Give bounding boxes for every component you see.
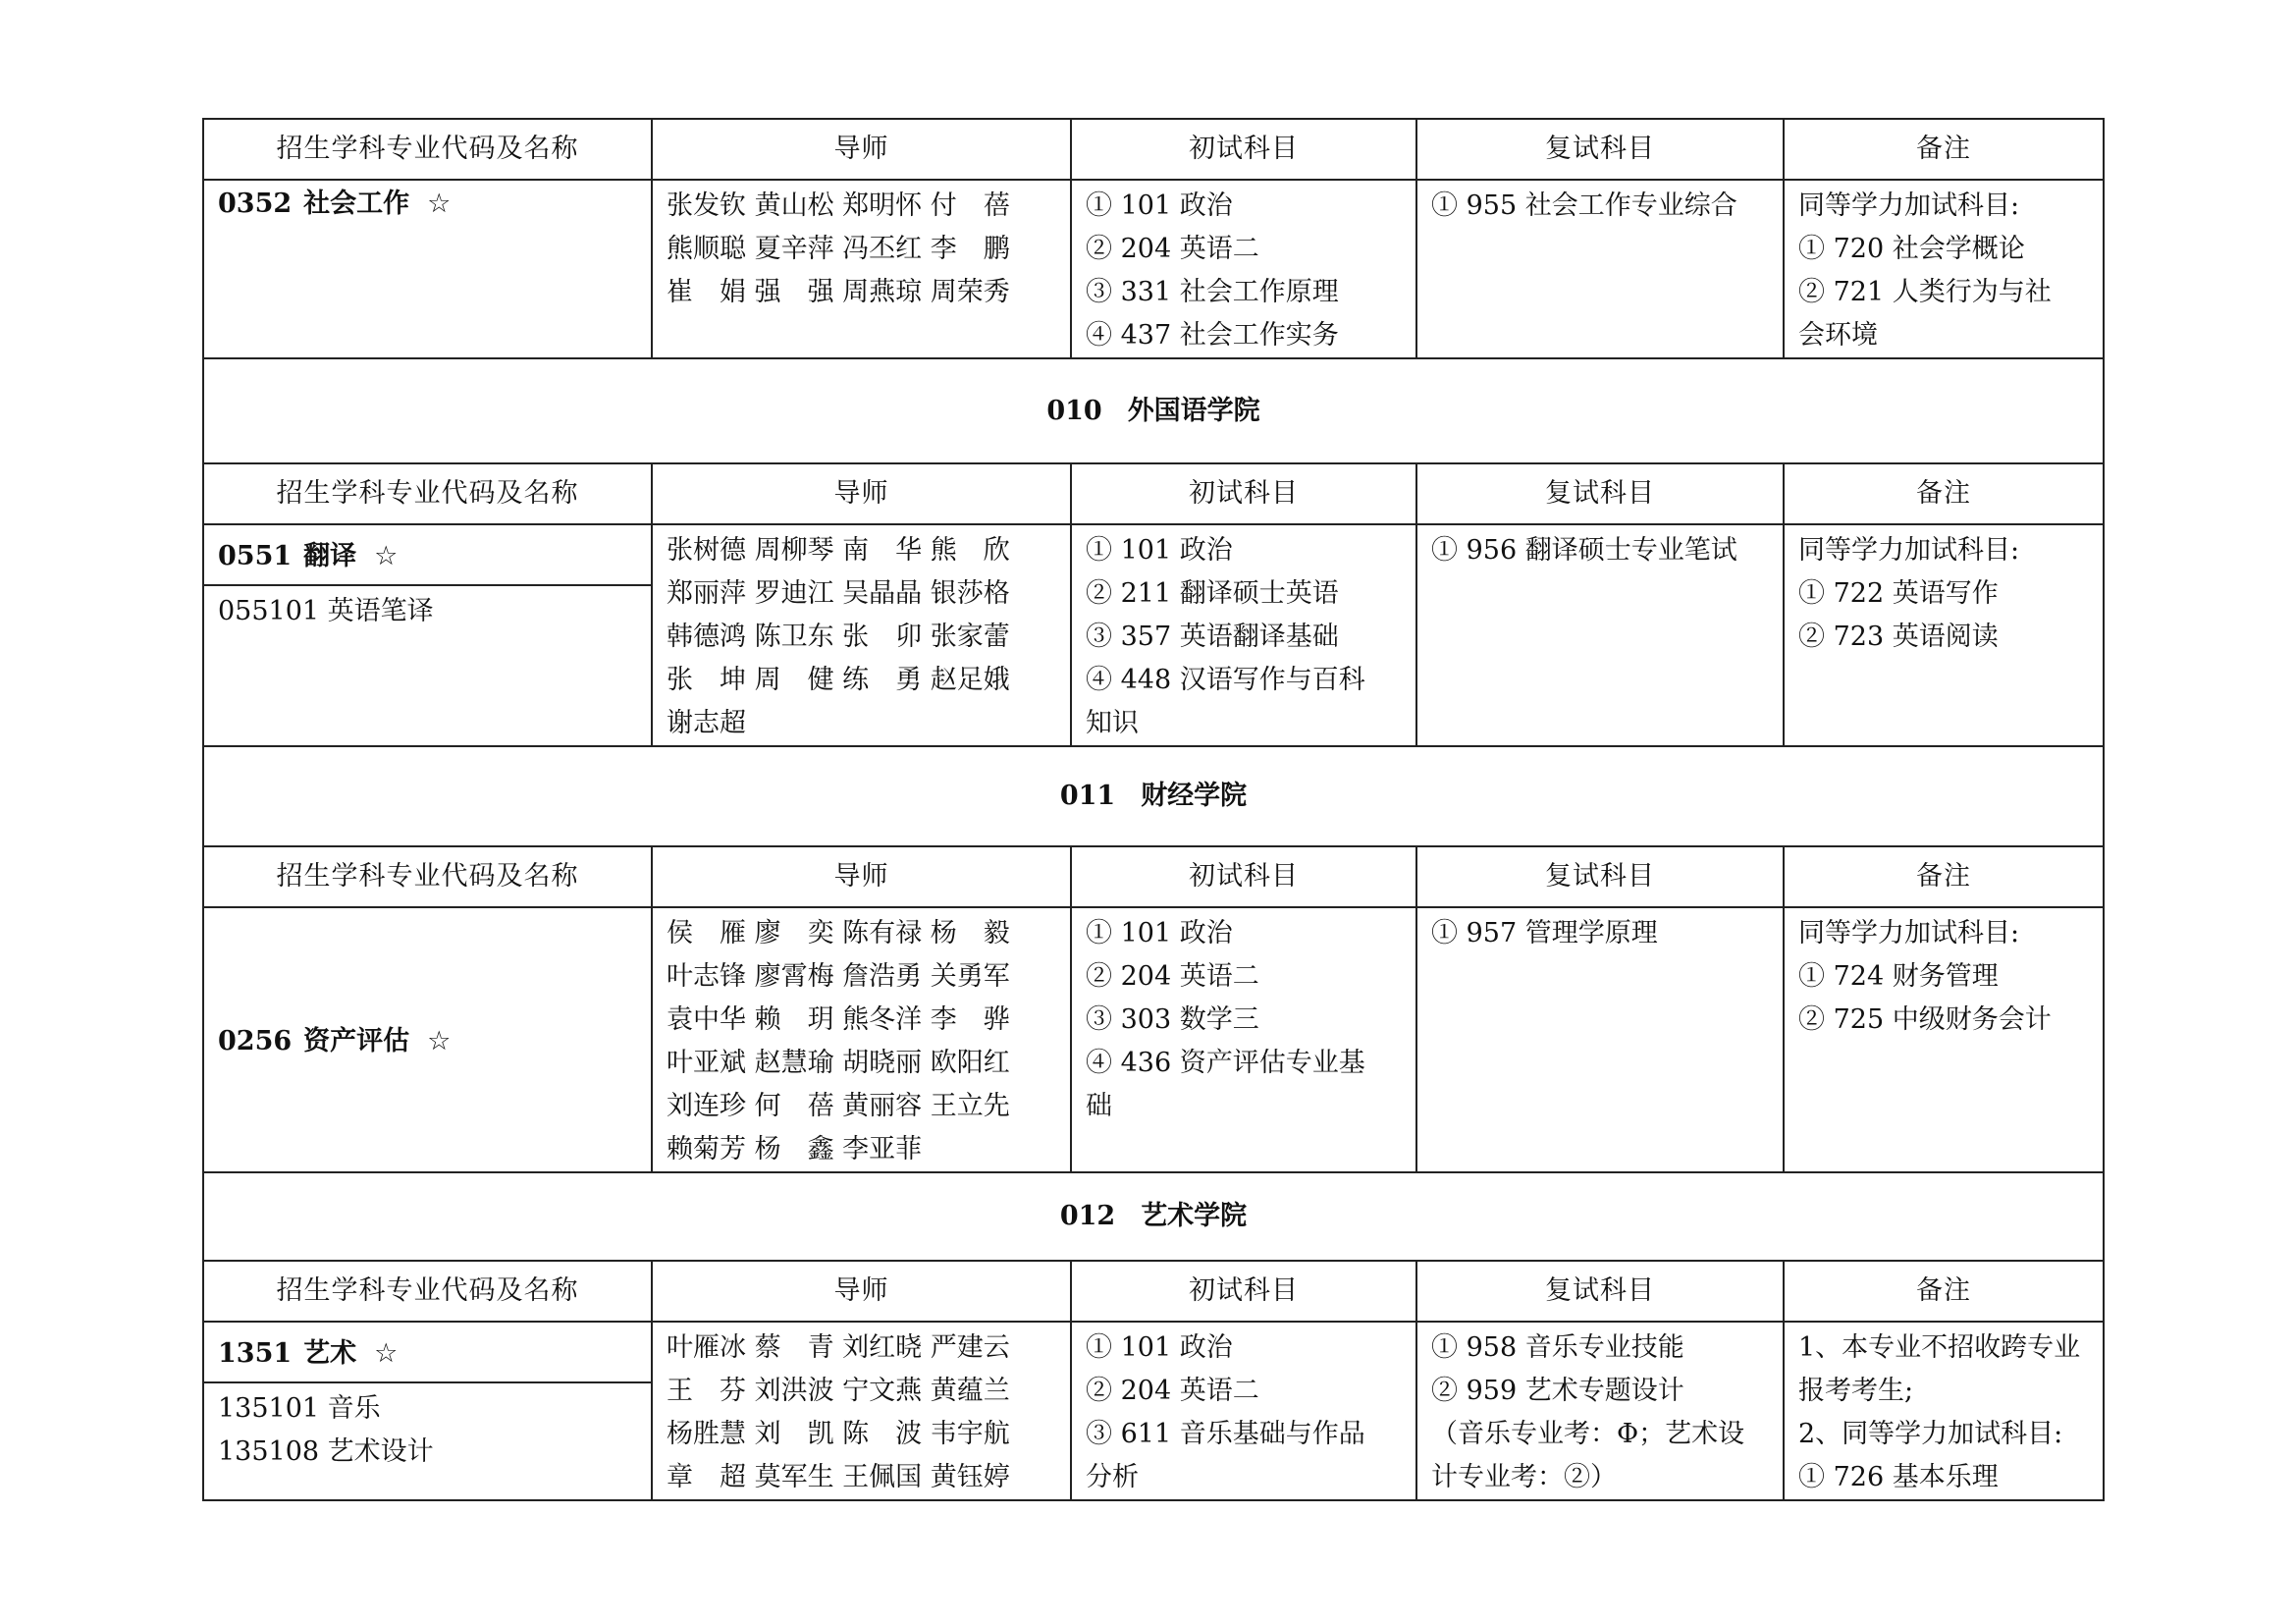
notes-line: 1、本专业不招收跨专业 xyxy=(1798,1332,2081,1363)
major-cell xyxy=(203,1322,652,1500)
section-row xyxy=(203,1172,2104,1261)
exam1-item: ④ 436 资产评估专业基 xyxy=(1086,1048,1365,1078)
header-exam1: 初试科目 xyxy=(1071,1261,1416,1322)
sub-major: 055101 英语笔译 xyxy=(218,596,434,626)
major-cell xyxy=(203,907,652,1172)
notes-cell xyxy=(1784,524,2104,746)
exam1-item: ④ 448 汉语写作与百科 xyxy=(1086,665,1365,695)
exam2-cell xyxy=(1416,524,1784,746)
exam1-item: 知识 xyxy=(1086,708,1139,738)
notes-line: 2、同等学力加试科目: xyxy=(1798,1419,2063,1449)
notes-line: ① 722 英语写作 xyxy=(1798,578,1999,609)
sub-majors xyxy=(204,584,651,633)
header-major: 招生学科专业代码及名称 xyxy=(203,463,652,524)
exam2-item: ① 955 社会工作专业综合 xyxy=(1431,190,1737,221)
exam1-item: ① 101 政治 xyxy=(1086,918,1233,948)
exam1-item: ② 211 翻译硕士英语 xyxy=(1086,578,1339,609)
sub-major: 135108 艺术设计 xyxy=(218,1436,434,1467)
advisor-line: 赖菊芳 杨 鑫 李亚菲 xyxy=(667,1134,923,1164)
exam1-cell xyxy=(1071,524,1416,746)
exam1-item: ③ 357 英语翻译基础 xyxy=(1086,622,1339,652)
header-exam1: 初试科目 xyxy=(1071,463,1416,524)
advisor-cell xyxy=(652,1322,1071,1500)
sub-major: 135101 音乐 xyxy=(218,1393,381,1424)
exam1-item: ④ 437 社会工作实务 xyxy=(1086,320,1339,351)
advisor-cell xyxy=(652,907,1071,1172)
advisor-line: 叶雁冰 蔡 青 刘红晓 严建云 xyxy=(667,1332,1010,1363)
advisor-line: 叶亚斌 赵慧瑜 胡晓丽 欧阳红 xyxy=(667,1048,1010,1078)
section-title xyxy=(203,746,2104,846)
exam2-item: （音乐专业考：Φ；艺术设 xyxy=(1431,1419,1745,1449)
notes-line: 同等学力加试科目: xyxy=(1798,535,2020,566)
table-body xyxy=(203,119,2104,1500)
star-icon: ☆ xyxy=(427,189,452,219)
notes-line: 同等学力加试科目: xyxy=(1798,918,2020,948)
exam2-cell xyxy=(1416,1322,1784,1500)
major-title: 社会工作 xyxy=(303,189,410,219)
exam1-item: ③ 303 数学三 xyxy=(1086,1004,1259,1035)
exam1-item: ② 204 英语二 xyxy=(1086,1376,1259,1406)
major-title: 资产评估 xyxy=(303,1026,410,1056)
exam1-item: ① 101 政治 xyxy=(1086,1332,1233,1363)
notes-line: ② 725 中级财务会计 xyxy=(1798,1004,2052,1035)
notes-line: 会环境 xyxy=(1798,320,1878,351)
exam2-item: ① 958 音乐专业技能 xyxy=(1431,1332,1684,1363)
exam1-item: ③ 331 社会工作原理 xyxy=(1086,277,1339,307)
header-row xyxy=(203,1261,2104,1322)
advisor-cell xyxy=(652,180,1071,358)
exam1-cell xyxy=(1071,1322,1416,1500)
exam2-item: 计专业考：②） xyxy=(1431,1462,1617,1492)
header-advisor: 导师 xyxy=(652,1261,1071,1322)
program-row xyxy=(203,180,2104,358)
section-code: 010 xyxy=(1046,395,1102,426)
advisor-line: 郑丽萍 罗迪江 吴晶晶 银莎格 xyxy=(667,578,1010,609)
advisor-line: 袁中华 赖 玥 熊冬洋 李 骅 xyxy=(667,1004,1010,1035)
notes-line: ① 724 财务管理 xyxy=(1798,961,1999,992)
section-title xyxy=(203,1172,2104,1261)
section-code: 012 xyxy=(1059,1201,1116,1231)
header-row xyxy=(203,846,2104,907)
sub-majors xyxy=(204,1381,651,1474)
header-advisor: 导师 xyxy=(652,846,1071,907)
exam1-item: ① 101 政治 xyxy=(1086,190,1233,221)
star-icon: ☆ xyxy=(374,541,399,571)
major-name xyxy=(218,1014,639,1069)
notes-cell xyxy=(1784,1322,2104,1500)
header-notes: 备注 xyxy=(1784,1261,2104,1322)
section-name: 外国语学院 xyxy=(1127,395,1260,426)
notes-line: ② 721 人类行为与社 xyxy=(1798,277,2052,307)
exam1-item: ① 101 政治 xyxy=(1086,535,1233,566)
major-code: 1351 xyxy=(218,1338,293,1369)
exam2-cell xyxy=(1416,907,1784,1172)
header-exam2: 复试科目 xyxy=(1416,1261,1784,1322)
section-code: 011 xyxy=(1059,781,1116,811)
advisor-line: 张发钦 黄山松 郑明怀 付 蓓 xyxy=(667,190,1010,221)
exam1-item: ② 204 英语二 xyxy=(1086,961,1259,992)
notes-cell xyxy=(1784,907,2104,1172)
header-exam1: 初试科目 xyxy=(1071,119,1416,180)
program-row xyxy=(203,524,2104,746)
header-major: 招生学科专业代码及名称 xyxy=(203,846,652,907)
notes-cell xyxy=(1784,180,2104,358)
advisor-line: 王 芬 刘洪波 宁文燕 黄蕴兰 xyxy=(667,1376,1010,1406)
advisor-line: 张 坤 周 健 练 勇 赵足娥 xyxy=(667,665,1010,695)
major-code: 0256 xyxy=(218,1026,293,1056)
exam2-item: ① 956 翻译硕士专业笔试 xyxy=(1431,535,1737,566)
exam1-item: ③ 611 音乐基础与作品 xyxy=(1086,1419,1365,1449)
advisor-cell xyxy=(652,524,1071,746)
program-row xyxy=(203,907,2104,1172)
header-notes: 备注 xyxy=(1784,119,2104,180)
section-name: 财经学院 xyxy=(1141,781,1248,811)
section-name: 艺术学院 xyxy=(1141,1201,1248,1231)
major-title: 艺术 xyxy=(303,1338,357,1369)
star-icon: ☆ xyxy=(427,1026,452,1056)
advisor-line: 章 超 莫军生 王佩国 黄钰婷 xyxy=(667,1462,1010,1492)
major-title: 翻译 xyxy=(303,541,357,571)
exam1-item: ② 204 英语二 xyxy=(1086,234,1259,264)
major-name xyxy=(218,1326,639,1381)
header-exam1: 初试科目 xyxy=(1071,846,1416,907)
major-code: 0551 xyxy=(218,541,293,571)
header-row xyxy=(203,119,2104,180)
header-advisor: 导师 xyxy=(652,463,1071,524)
notes-line: ① 726 基本乐理 xyxy=(1798,1462,1999,1492)
notes-line: ② 723 英语阅读 xyxy=(1798,622,1999,652)
notes-line: 报考考生; xyxy=(1798,1376,1914,1406)
program-row xyxy=(203,1322,2104,1500)
section-title xyxy=(203,358,2104,463)
admissions-table xyxy=(202,118,2105,1501)
advisor-line: 张树德 周柳琴 南 华 熊 欣 xyxy=(667,535,1010,566)
advisor-line: 叶志锋 廖霄梅 詹浩勇 关勇军 xyxy=(667,961,1010,992)
advisor-line: 崔 娟 强 强 周燕琼 周荣秀 xyxy=(667,277,1010,307)
major-code: 0352 xyxy=(218,189,293,219)
header-notes: 备注 xyxy=(1784,846,2104,907)
header-row xyxy=(203,463,2104,524)
header-major: 招生学科专业代码及名称 xyxy=(203,1261,652,1322)
exam2-cell xyxy=(1416,180,1784,358)
header-exam2: 复试科目 xyxy=(1416,119,1784,180)
notes-line: ① 720 社会学概论 xyxy=(1798,234,2025,264)
section-row xyxy=(203,746,2104,846)
header-exam2: 复试科目 xyxy=(1416,846,1784,907)
advisor-line: 谢志超 xyxy=(667,708,746,738)
exam2-item: ① 957 管理学原理 xyxy=(1431,918,1658,948)
exam2-item: ② 959 艺术专题设计 xyxy=(1431,1376,1684,1406)
header-major: 招生学科专业代码及名称 xyxy=(203,119,652,180)
exam1-item: 分析 xyxy=(1086,1462,1139,1492)
header-notes: 备注 xyxy=(1784,463,2104,524)
header-exam2: 复试科目 xyxy=(1416,463,1784,524)
exam1-item: 础 xyxy=(1086,1091,1112,1121)
header-advisor: 导师 xyxy=(652,119,1071,180)
major-cell xyxy=(203,180,652,358)
major-cell xyxy=(203,524,652,746)
notes-line: 同等学力加试科目: xyxy=(1798,190,2020,221)
exam1-cell xyxy=(1071,907,1416,1172)
advisor-line: 侯 雁 廖 奕 陈有禄 杨 毅 xyxy=(667,918,1010,948)
star-icon: ☆ xyxy=(374,1338,399,1369)
exam1-cell xyxy=(1071,180,1416,358)
major-name xyxy=(218,185,639,224)
advisor-line: 熊顺聪 夏辛萍 冯丕红 李 鹏 xyxy=(667,234,1010,264)
major-name xyxy=(218,529,639,584)
section-row xyxy=(203,358,2104,463)
advisor-line: 杨胜慧 刘 凯 陈 波 韦宇航 xyxy=(667,1419,1010,1449)
advisor-line: 刘连珍 何 蓓 黄丽容 王立先 xyxy=(667,1091,1010,1121)
advisor-line: 韩德鸿 陈卫东 张 卯 张家蕾 xyxy=(667,622,1010,652)
